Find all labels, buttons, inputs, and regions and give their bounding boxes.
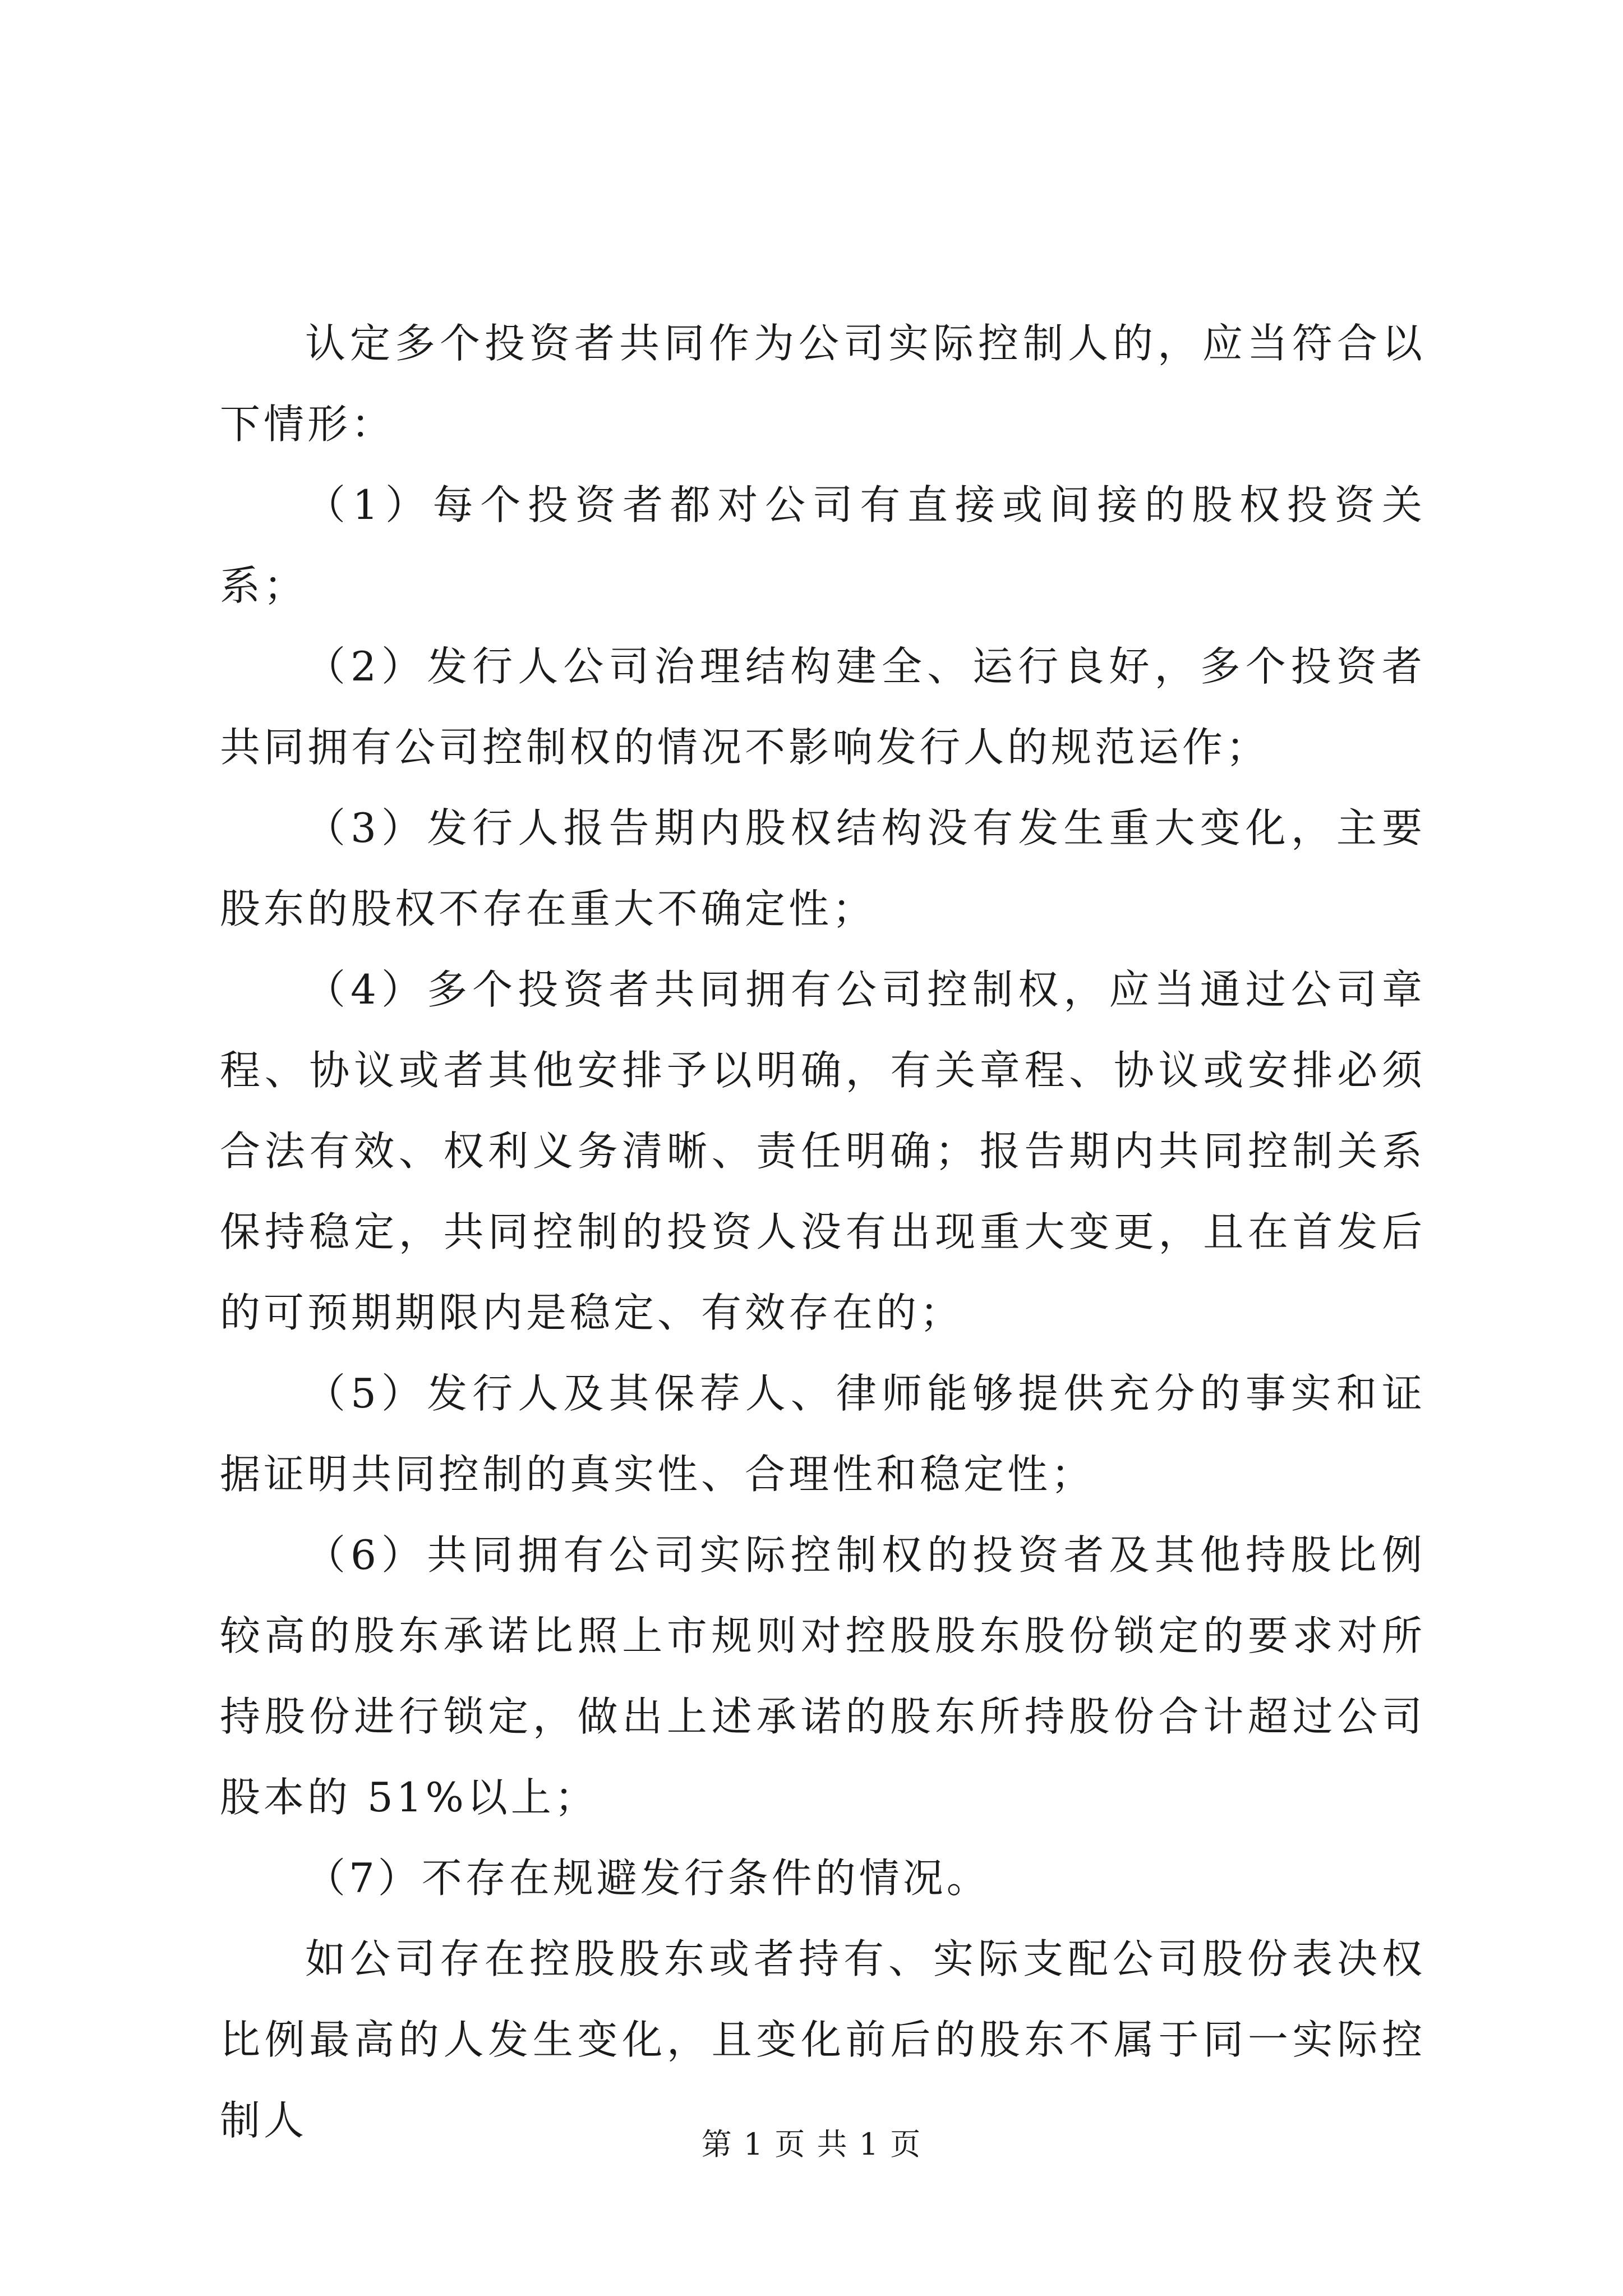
paragraph-item-1: （1）每个投资者都对公司有直接或间接的股权投资关系； [220,481,1426,609]
paragraph-intro: 认定多个投资者共同作为公司实际控制人的，应当符合以下情形： [220,320,1426,448]
paragraph-item-4: （4）多个投资者共同拥有公司控制权，应当通过公司章程、协议或者其他安排予以明确，有关章程、协议或安排必须合法有效、权利义务清晰、责任明确；报告期内共同控制关系保持稳定，共同控制的投资人没有出现重大变更，且在首发后的可预期期限内是稳定、有效存在的； [220,966,1426,1336]
paragraph-item-5: （5）发行人及其保荐人、律师能够提供充分的事实和证据证明共同控制的真实性、合理性和稳定性； [220,1370,1426,1498]
document-body [220,303,1426,2161]
paragraph-item-2: （2）发行人公司治理结构建全、运行良好，多个投资者共同拥有公司控制权的情况不影响发行人的规范运作； [220,643,1426,771]
paragraph-item-6: （6）共同拥有公司实际控制权的投资者及其他持股比例较高的股东承诺比照上市规则对控股股东股份锁定的要求对所持股份进行锁定，做出上述承诺的股东所持股份合计超过公司股本的 51%以上； [220,1531,1426,1821]
paragraph-item-7: （7）不存在规避发行条件的情况。 [305,1855,990,1902]
paragraph-closing: 如公司存在控股股东或者持有、实际支配公司股份表决权比例最高的人发生变化，且变化前后的股东不属于同一实际控制人 [220,1935,1426,2144]
page-footer: 第 1 页 共 1 页 [701,2127,922,2162]
paragraph-item-3: （3）发行人报告期内股权结构没有发生重大变化，主要股东的股权不存在重大不确定性； [220,804,1426,932]
